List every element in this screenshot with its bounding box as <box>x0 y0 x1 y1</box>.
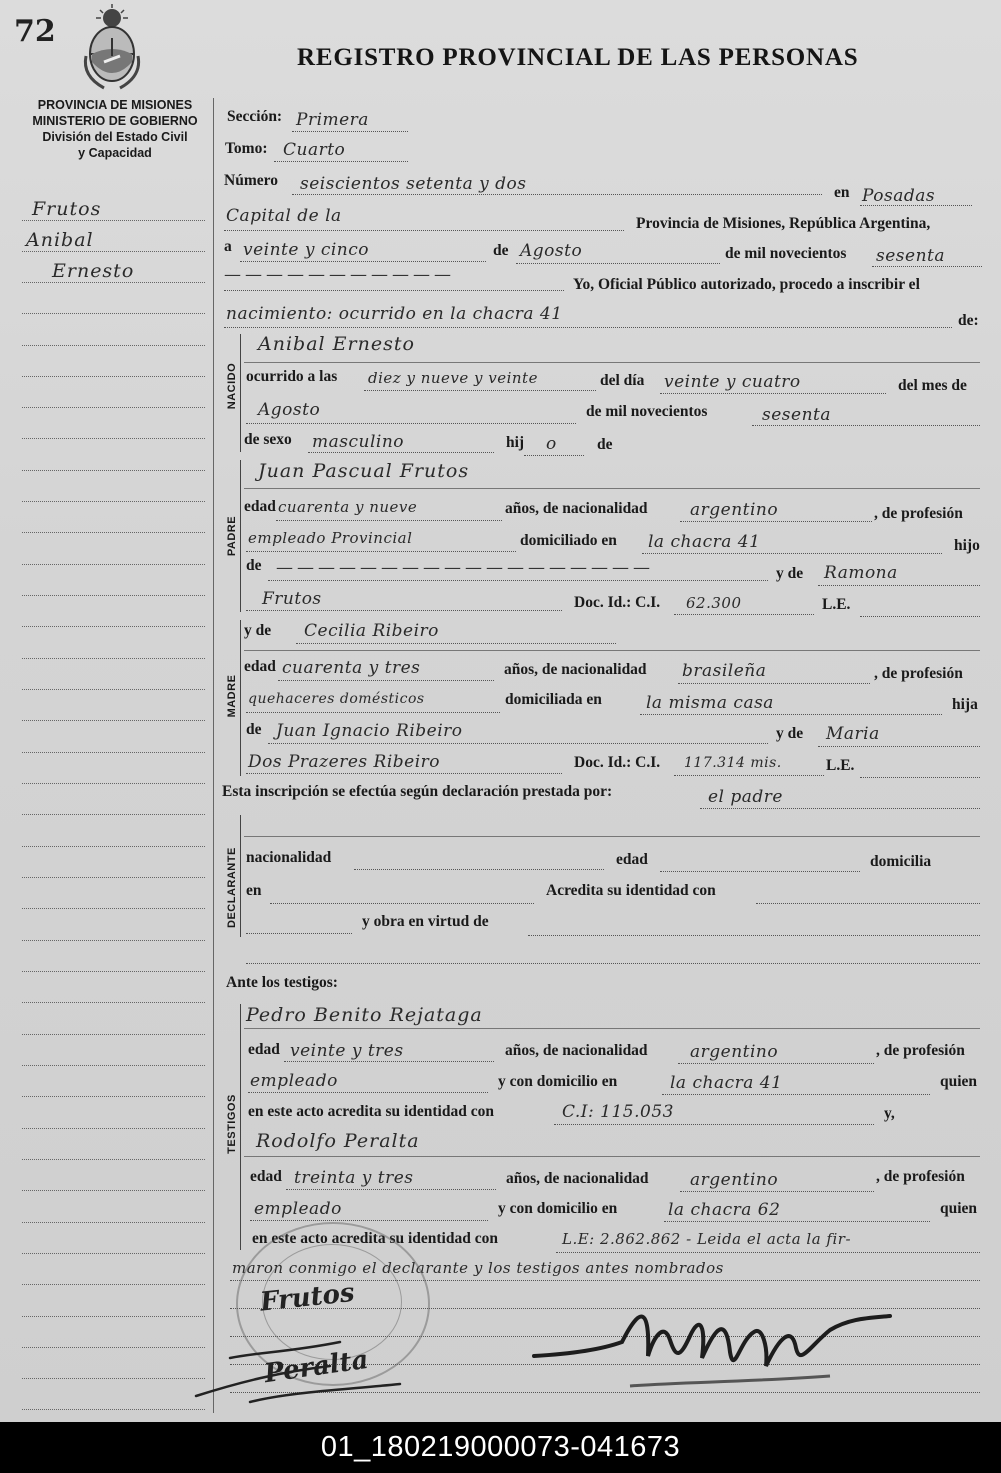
t2-dom-label: y con domicilio en <box>498 1200 618 1217</box>
decl-obra-label: y obra en virtud de <box>362 913 489 930</box>
padre-side-label: PADRE <box>226 515 238 557</box>
t1-edad-label: edad <box>248 1041 280 1058</box>
nacido-bracket <box>240 334 241 452</box>
madre-nac-value: brasileña <box>682 661 767 681</box>
de-label: de <box>493 242 509 259</box>
hijo-label: hijo <box>954 537 980 554</box>
dia-nac-value: veinte y cuatro <box>664 372 801 392</box>
abuela-pat-value: Ramona <box>824 563 898 583</box>
hija-label: hija <box>952 696 978 713</box>
decl-dom-label: domicilia <box>870 853 932 870</box>
de-colon-label: de: <box>958 312 979 329</box>
t2-le-value: L.E: 2.862.862 - Leida el acta la fir- <box>562 1230 852 1248</box>
padre-prof-value: empleado Provincial <box>248 529 413 547</box>
del-dia-label: del día <box>600 372 645 389</box>
de-hij-label: de <box>597 436 613 453</box>
t1-acredita-label: en este acto acredita su identidad con <box>248 1103 494 1120</box>
padre-dom-value: la chacra 41 <box>648 532 761 552</box>
madre-yde-label: y de <box>244 622 272 639</box>
abuela-mat2-value: Dos Prazeres Ribeiro <box>248 752 441 772</box>
t2-nac-value: argentino <box>690 1170 779 1190</box>
decl-edad-label: edad <box>616 851 648 868</box>
madre-prof-value: quehaceres domésticos <box>248 691 425 707</box>
padre-nac-value: argentino <box>690 500 779 520</box>
padre-nombre-value: Juan Pascual Frutos <box>258 460 470 482</box>
yo-label: Yo, Oficial Público autorizado, procedo a inscribir el <box>573 276 920 293</box>
t1-y-label: y, <box>884 1105 895 1122</box>
de-mil-label: de mil novecientos <box>725 245 847 262</box>
numero-value: seiscientos setenta y dos <box>300 174 527 194</box>
testigos-bracket <box>240 1004 241 1250</box>
official-signature <box>530 1296 910 1406</box>
cierre-value: maron conmigo el declarante y los testigos antes nombrados <box>232 1259 724 1277</box>
madre-nac-label: años, de nacionalidad <box>504 661 647 678</box>
del-mes-label: del mes de <box>898 377 967 394</box>
page-number: 72 <box>14 14 56 49</box>
provincia-label: Provincia de Misiones, República Argentina, <box>636 215 931 232</box>
t1-nac-label: años, de nacionalidad <box>505 1042 648 1059</box>
padre-ci-value: 62.300 <box>686 594 742 612</box>
madre-yde2-label: y de <box>776 725 804 742</box>
madre-edad-label: edad <box>244 658 276 675</box>
main-border <box>213 98 214 1413</box>
t2-edad-label: edad <box>250 1168 282 1185</box>
anio-nac-value: sesenta <box>762 405 831 425</box>
testigos-side-label: TESTIGOS <box>226 1094 238 1154</box>
margin-firstname: Anibal <box>26 229 94 251</box>
nombre-value: Anibal Ernesto <box>258 333 415 355</box>
madre-dom-label: domiciliada en <box>505 691 602 708</box>
hij-suffix: o <box>546 434 557 454</box>
coat-of-arms-icon <box>80 4 144 92</box>
padre-abuelo-dashes: —————————————————— <box>276 558 654 578</box>
seccion-value: Primera <box>296 110 369 130</box>
mes-nac-value: Agosto <box>258 400 321 420</box>
sexo-value: masculino <box>312 432 405 452</box>
madre-nombre-value: Cecilia Ribeiro <box>304 621 439 641</box>
padre-doc-label: Doc. Id.: C.I. <box>574 594 661 611</box>
t1-prof-value: empleado <box>250 1071 338 1091</box>
madre-bracket <box>240 620 241 776</box>
acta-value: nacimiento: ocurrido en la chacra 41 <box>226 304 563 324</box>
t2-prof-value: empleado <box>254 1199 342 1219</box>
mes-value: Agosto <box>520 241 583 261</box>
t2-quien-label: quien <box>940 1200 978 1217</box>
decl-en-label: en <box>246 882 262 899</box>
issuer-division: División del Estado Civil <box>42 130 188 144</box>
t2-edad-value: treinta y tres <box>294 1168 414 1188</box>
t1-quien-label: quien <box>940 1073 978 1090</box>
inscripcion-label: Esta inscripción se efectúa según declaración prestada por: <box>222 783 613 800</box>
t2-acredita-label: en este acto acredita su identidad con <box>252 1230 498 1247</box>
t2-nac-label: años, de nacionalidad <box>506 1170 649 1187</box>
declarante-bracket <box>240 815 241 937</box>
madre-prof-label: , de profesión <box>874 665 963 682</box>
hij-label: hij <box>506 434 525 451</box>
t2-nombre-value: Rodolfo Peralta <box>256 1130 420 1152</box>
decl-nac-label: nacionalidad <box>246 849 332 866</box>
abuelo-mat-value: Juan Ignacio Ribeiro <box>276 721 463 741</box>
numero-label: Número <box>224 172 278 189</box>
file-id-bar: 01_180219000073-041673 <box>0 1422 1001 1473</box>
decl-acredita-label: Acredita su identidad con <box>546 882 716 899</box>
madre-de-label: de <box>246 721 262 738</box>
t1-nombre-value: Pedro Benito Rejataga <box>246 1004 483 1026</box>
padre-prof-label: , de profesión <box>874 505 963 522</box>
abuela-pat2-value: Frutos <box>262 589 322 609</box>
madre-le-label: L.E. <box>826 757 855 774</box>
declarante-side-label: DECLARANTE <box>226 847 238 928</box>
sexo-label: de sexo <box>244 431 292 448</box>
madre-dom-value: la misma casa <box>646 693 774 713</box>
seccion-label: Sección: <box>227 108 283 125</box>
issuer-ministry: MINISTERIO DE GOBIERNO <box>32 114 198 128</box>
t2-dom-value: la chacra 62 <box>668 1200 781 1220</box>
ocurrido-label: ocurrido a las <box>246 368 338 385</box>
padre-nac-label: años, de nacionalidad <box>505 500 648 517</box>
padre-edad-label: edad <box>244 498 276 515</box>
madre-ci-value: 117.314 mis. <box>684 755 782 771</box>
page-title: REGISTRO PROVINCIAL DE LAS PERSONAS <box>297 44 859 71</box>
t1-ci-value: C.I: 115.053 <box>562 1102 674 1122</box>
madre-edad-value: cuarenta y tres <box>282 658 421 678</box>
a-label: a <box>224 238 232 255</box>
margin-middlename: Ernesto <box>52 260 135 282</box>
nacido-side-label: NACIDO <box>226 362 238 410</box>
margin-surname: Frutos <box>32 198 102 220</box>
padre-le-label: L.E. <box>822 596 851 613</box>
t2-prof-label: , de profesión <box>876 1168 965 1185</box>
filler-dashes: ——————————— <box>224 265 455 285</box>
padre-yde-label: y de <box>776 565 804 582</box>
padre-bracket <box>240 460 241 612</box>
signature-frutos: Frutos <box>258 1277 356 1318</box>
padre-de-label: de <box>246 557 262 574</box>
t1-edad-value: veinte y tres <box>290 1041 404 1061</box>
signature-peralta: Peralta <box>262 1344 371 1390</box>
signature-strokes <box>190 1312 420 1412</box>
anio-value: sesenta <box>876 246 945 266</box>
padre-edad-value: cuarenta y nueve <box>278 498 418 516</box>
t1-dom-label: y con domicilio en <box>498 1073 618 1090</box>
t1-prof-label: , de profesión <box>876 1042 965 1059</box>
hora-value: diez y nueve y veinte <box>368 369 538 387</box>
en-label: en <box>834 184 850 201</box>
issuer-province: PROVINCIA DE MISIONES <box>37 98 193 112</box>
padre-dom-label: domiciliado en <box>520 532 617 549</box>
madre-side-label: MADRE <box>226 674 238 718</box>
capital-value: Capital de la <box>226 206 342 226</box>
issuer-header <box>18 97 212 161</box>
testigos-label: Ante los testigos: <box>226 974 338 991</box>
de-mil-nac-label: de mil novecientos <box>586 403 708 420</box>
ciudad-value: Posadas <box>862 186 936 206</box>
t1-dom-value: la chacra 41 <box>670 1073 783 1093</box>
abuela-mat-value: Maria <box>826 724 880 744</box>
t1-nac-value: argentino <box>690 1042 779 1062</box>
madre-doc-label: Doc. Id.: C.I. <box>574 754 661 771</box>
tomo-label: Tomo: <box>225 140 268 157</box>
declarante-value: el padre <box>708 787 783 807</box>
issuer-capacity: y Capacidad <box>78 146 152 160</box>
tomo-value: Cuarto <box>283 140 346 160</box>
dia-value: veinte y cinco <box>243 240 370 260</box>
